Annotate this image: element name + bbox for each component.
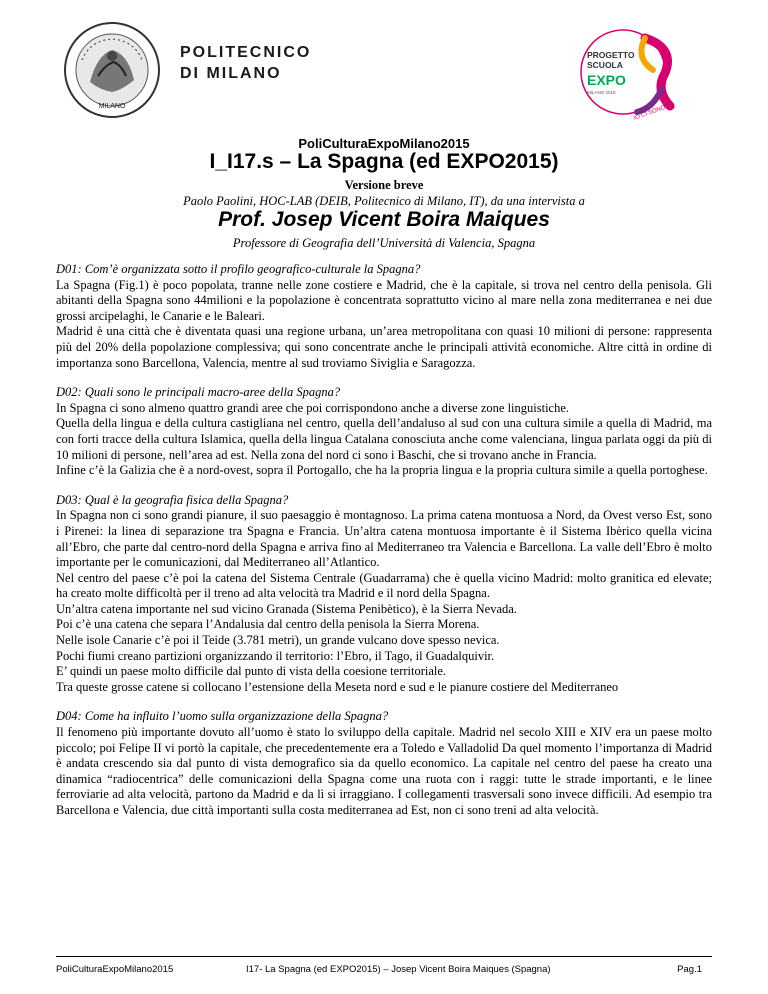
section-d04 bbox=[56, 709, 712, 818]
question-heading: D01: Com’è organizzata sotto il profilo geografico-culturale la Spagna? bbox=[56, 262, 421, 276]
svg-text:MILANO: MILANO bbox=[98, 103, 126, 110]
series-title: PoliCulturaExpoMilano2015 bbox=[298, 136, 470, 151]
expo-io-text: IO CI SONO bbox=[633, 104, 667, 122]
expo-word-text: EXPO bbox=[587, 72, 626, 88]
paragraph: Il fenomeno più importante dovuto all’uomo è stato lo sviluppo della capitale. Madrid nel secolo XIII e XIV era un paese molto piccolo; poi Felipe II vi portò la capitale, che precedentemente era a Toledo e Valladolid Da quel momento l’importanza di Madrid è andata crescendo sia dal punto di vista demografico sia da quello economico. La capitale nel centro del paese ha creato una dinamica “radiocentrica” delle comunicazioni della Spagna come una ruota con i raggi: tutte le strade importanti, e le linee ferroviarie ad alta velocità, partono da Madrid e da lì si irraggiano. I collegamenti trasversali sono invece difficili. Ad esempio tra Barcellona e Valencia, due città importanti sulla costa mediterranea ad Est, non ci sono treni ad alta velocità. bbox=[56, 725, 712, 817]
paragraph: Quella della lingua e della cultura castigliana nel centro, quella dell’andaluso al sud con una cultura simile a quella di Madrid, ma con forti tracce della cultura Islamica, quella della lingua Catalana conosciuta anche come valenciana, lingua parlata oggi da più di 10 milioni di persone, nell’area ad est. Nella zona del nord ci sono i Baschi, che si trovano anche in Francia. bbox=[56, 416, 712, 462]
paragraph: Un’altra catena importante nel sud vicino Granada (Sistema Penibètico), è la Sierra Nevada. bbox=[56, 601, 517, 616]
expo-city-text: MILANO 2015 bbox=[587, 90, 616, 95]
document-body bbox=[56, 262, 712, 833]
politecnico-name-line2: DI MILANO bbox=[180, 65, 282, 82]
document-title: I_I17.s – La Spagna (ed EXPO2015) bbox=[209, 150, 559, 173]
paragraph: Tra queste grosse catene si collocano l’estensione della Meseta nord e sud e le pianure costiere del Mediterraneo bbox=[56, 679, 619, 694]
version-label: Versione breve bbox=[344, 178, 424, 192]
question-heading: D03: Qual è la geografia fisica della Spagna? bbox=[56, 492, 289, 507]
paragraph: E’ quindi un paese molto difficile dal punto di vista della coesione territoriale. bbox=[56, 664, 447, 679]
question-heading: D02: Quali sono le principali macro-aree della Spagna? bbox=[56, 385, 341, 400]
paragraph: Poi c’è una catena che separa l’Andalusia dal centro della penisola la Sierra Morena. bbox=[56, 617, 480, 632]
paragraph: In Spagna ci sono almeno quattro grandi aree che poi corrispondono anche a diverse zone linguistiche. bbox=[56, 400, 570, 415]
paragraph: In Spagna non ci sono grandi pianure, il suo paesaggio è montagnoso. La prima catena montuosa a Nord, da Ovest verso Est, sono i Pirenei: la linea di separazione tra Spagna e Francia. Un’altra catena montuosa importante è il Sistema Ibèrico quella vicina all’Ebro, che parte dal centro-nord della Spagna e arriva fino al Mediterraneo tra Valencia e Barcellona. La valle dell’Ebro è molto importante per le comunicazioni, dal Mediterraneo all’Atlantico. bbox=[56, 508, 712, 570]
paragraph: Pochi fiumi creano partizioni organizzando il territorio: l’Ebro, il Tago, il Guadalquivir. bbox=[56, 648, 495, 663]
question-heading: D04: Come ha influito l’uomo sulla organizzazione della Spagna? bbox=[56, 709, 389, 724]
politecnico-logo-text bbox=[180, 42, 311, 84]
paragraph: Nel centro del paese c’è poi la catena del Sistema Centrale (Guadarrama) che è quella vicino Madrid: molto granitica ed elevate; ha creato molte difficoltà per il treno ad alta velocità tra Madrid e il nord della Spagna. bbox=[56, 570, 712, 601]
section-d02 bbox=[56, 385, 712, 479]
paragraph: Madrid è una città che è diventata quasi una regione urbana, un’area metropolitana con quasi 10 milioni di persone: rappresenta più del 20% della popolazione complessiva; qui sono concentrate anche le principali attività economiche. Altre città in ordine di importanza sono Barcellona, Valencia, mentre al sud troviamo Siviglia e Saragozza. bbox=[56, 324, 712, 370]
paragraph: Infine c’è la Galizia che è a nord-ovest, sopra il Portogallo, che ha la propria lingua e la propria cultura simile a quella portoghese. bbox=[56, 463, 708, 478]
expo-progetto-text: PROGETTO bbox=[587, 50, 635, 60]
expo-scuola-text: SCUOLA bbox=[587, 60, 623, 70]
author-line: Paolo Paolini, HOC-LAB (DEIB, Politecnico di Milano, IT), da una intervista a bbox=[183, 194, 585, 208]
professor-name: Prof. Josep Vicent Boira Maiques bbox=[218, 208, 550, 231]
section-d01 bbox=[56, 262, 712, 371]
politecnico-name-line1: POLITECNICO bbox=[180, 44, 312, 61]
expo-progetto-scuola-logo bbox=[575, 28, 685, 123]
politecnico-seal-logo bbox=[62, 20, 162, 120]
professor-role: Professore di Geografia dell’Università di Valencia, Spagna bbox=[232, 236, 536, 250]
page-number: Pag.1 bbox=[677, 964, 702, 975]
paragraph: La Spagna (Fig.1) è poco popolata, tranne nelle zone costiere e Madrid, che è la capitale, si trova nel centro della penisola. Gli abitanti della Spagna sono 44milioni e la popolazione è concentrata soprattutto vicino al mare nella zona mediterranea e nei due grossi arcipelaghi, le Canarie e le Baleari. bbox=[56, 277, 712, 323]
footer-center: I17- La Spagna (ed EXPO2015) – Josep Vicent Boira Maiques (Spagna) bbox=[246, 964, 551, 975]
footer-divider bbox=[56, 956, 712, 957]
section-d03 bbox=[56, 493, 712, 696]
footer-left: PoliCulturaExpoMilano2015 bbox=[56, 964, 174, 975]
paragraph: Nelle isole Canarie c’è poi il Teide (3.781 metri), un grande vulcano dove spesso nevica. bbox=[56, 633, 500, 648]
